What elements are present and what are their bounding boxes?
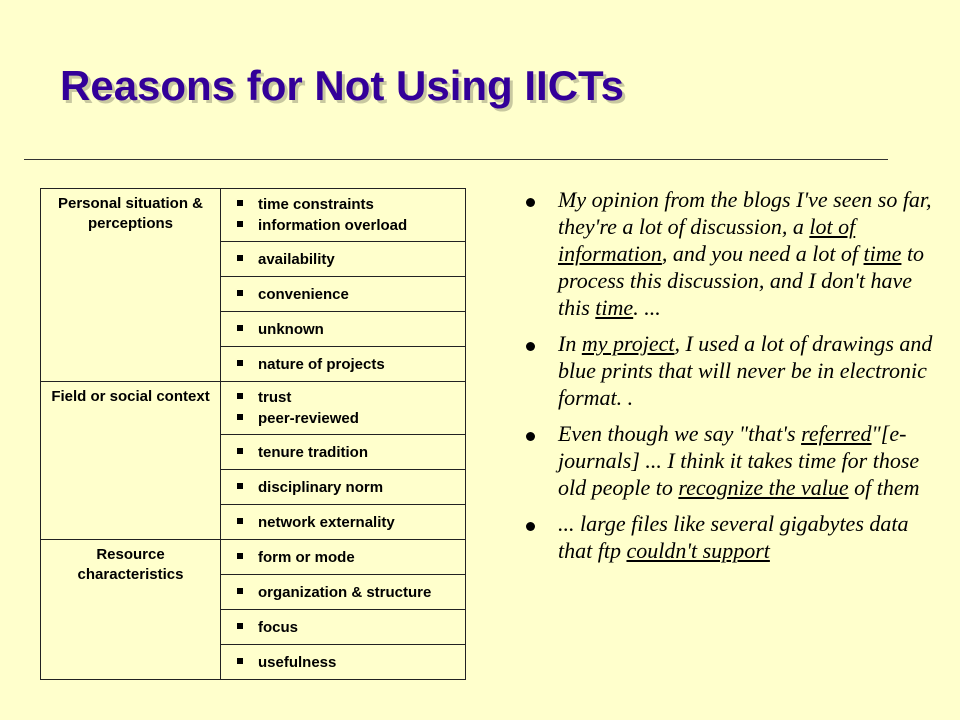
quote-item	[526, 330, 936, 411]
reason-item: peer-reviewed	[237, 408, 465, 429]
table-row	[41, 189, 466, 242]
underlined-phrase: couldn't support	[626, 538, 770, 563]
quote-text: of them	[848, 475, 920, 500]
reason-cell	[221, 242, 466, 277]
quote-text: Even though we say "that's	[558, 421, 802, 446]
reason-cell	[221, 435, 466, 470]
reason-item: network externality	[237, 512, 465, 533]
reason-cell	[221, 505, 466, 540]
reason-item: form or mode	[237, 547, 465, 568]
reason-item: focus	[237, 617, 465, 638]
reason-cell	[221, 645, 466, 680]
reason-item: tenure tradition	[237, 442, 465, 463]
reason-cell	[221, 382, 466, 435]
underlined-phrase: recognize the value	[678, 475, 849, 500]
reason-cell	[221, 610, 466, 645]
reason-item: disciplinary norm	[237, 477, 465, 498]
quote-text: to process this discussion, and I don't have this	[558, 241, 925, 320]
bullet-icon	[526, 522, 535, 531]
reason-cell	[221, 189, 466, 242]
reason-item: availability	[237, 249, 465, 270]
reason-item: time constraints	[237, 194, 465, 215]
reason-item: organization & structure	[237, 582, 465, 603]
reason-cell	[221, 540, 466, 575]
bullet-icon	[526, 198, 535, 207]
category-cell: Resource characteristics	[41, 540, 221, 680]
quote-item	[526, 186, 936, 321]
reason-cell	[221, 347, 466, 382]
reason-item: information overload	[237, 215, 465, 236]
quote-list	[526, 186, 936, 573]
page-title: Reasons for Not Using IICTs	[60, 62, 624, 109]
quote-item	[526, 510, 936, 564]
table-row	[41, 540, 466, 575]
category-cell: Field or social context	[41, 382, 221, 540]
underlined-phrase: time	[595, 295, 634, 320]
quote-text: My opinion from the blogs I've seen so far, they're a lot of discussion, a	[558, 187, 932, 239]
underlined-phrase: time	[863, 241, 902, 266]
reason-item: convenience	[237, 284, 465, 305]
quote-text: ... large files like several gigabytes data that ftp	[558, 511, 909, 563]
quote-text: . ...	[633, 295, 661, 320]
reasons-table	[40, 188, 466, 680]
quote-item	[526, 420, 936, 501]
underlined-phrase: my project	[581, 331, 675, 356]
divider	[24, 159, 888, 160]
reason-cell	[221, 312, 466, 347]
quote-text: "[e-journals] ... I think it takes time for those old people to	[558, 421, 920, 500]
reason-item: usefulness	[237, 652, 465, 673]
reason-cell	[221, 470, 466, 505]
reason-item: unknown	[237, 319, 465, 340]
quote-text: In	[558, 331, 582, 356]
category-cell: Personal situation & perceptions	[41, 189, 221, 382]
underlined-phrase: lot of information	[558, 214, 856, 266]
reason-cell	[221, 277, 466, 312]
bullet-icon	[526, 432, 535, 441]
reason-cell	[221, 575, 466, 610]
reason-item: nature of projects	[237, 354, 465, 375]
reason-item: trust	[237, 387, 465, 408]
quote-text: , I used a lot of drawings and blue prints that will never be in electronic format. .	[558, 331, 933, 410]
bullet-icon	[526, 342, 535, 351]
table-row	[41, 382, 466, 435]
underlined-phrase: referred	[801, 421, 872, 446]
quote-text: , and you need a lot of	[661, 241, 864, 266]
